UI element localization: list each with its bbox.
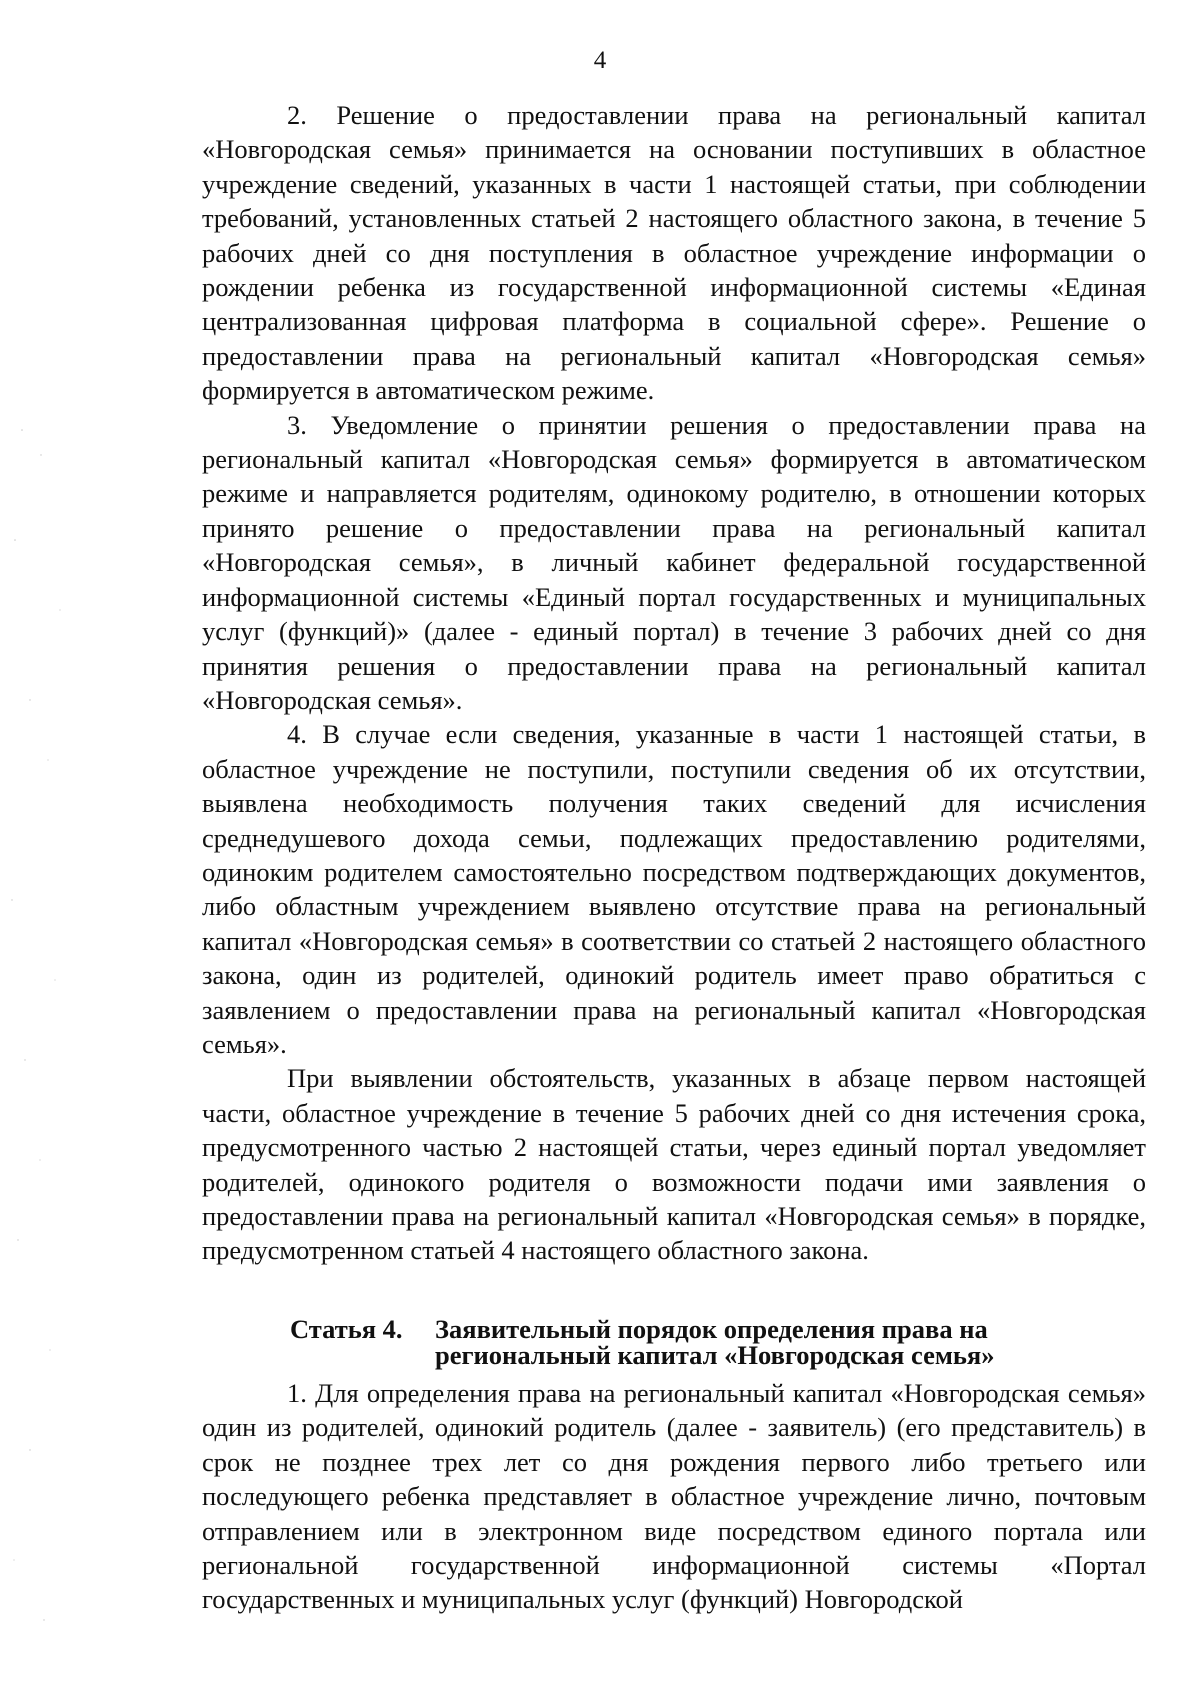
page-number: 4 (593, 47, 607, 74)
article-title (435, 1316, 1075, 1368)
article-title-line-1: Заявительный порядок определения права на (435, 1314, 988, 1344)
article-paragraph-1: 1. Для определения права на региональный капитал «Новгородская семья» один из родителей, одинокий родитель (далее - заявитель) (его представитель) в срок не позднее трех лет со дня рождения первого либо третьего или последующего ребенка представляет в областное учреждение лично, почтовым отправлением или в электронном виде посредством единого портала или региональной государственной информационной системы «Портал государственных и муниципальных услуг (функций) Новгородской (202, 1378, 1146, 1615)
paragraph-2: 2. Решение о предоставлении права на региональный капитал «Новгородская семья» принимается на основании поступивших в областное учреждение сведений, указанных в части 1 настоящей статьи, при соблюдении требований, установленных статьей 2 настоящего областного закона, в течение 5 рабочих дней со дня поступления в областное учреждение информации о рождении ребенка из государственной информационной системы «Единая централизованная цифровая платформа в социальной сфере». Решение о предоставлении права на региональный капитал «Новгородская семья» формируется в автоматическом режиме. (202, 100, 1146, 406)
article-title-line-2: региональный капитал «Новгородская семья» (435, 1340, 995, 1370)
paragraph-4-continuation: При выявлении обстоятельств, указанных в абзаце первом настоящей части, областное учреждение в течение 5 рабочих дней со дня истечения срока, предусмотренного частью 2 настоящей статьи, через единый портал уведомляет родителей, одинокого родителя о возможности подачи ими заявления о предоставлении права на региональный капитал «Новгородская семья» в порядке, предусмотренном статьей 4 настоящего областного закона. (202, 1063, 1146, 1266)
paragraph-3: 3. Уведомление о принятии решения о предоставлении права на региональный капитал «Новгородская семья» формируется в автоматическом режиме и направляется родителям, одинокому родителю, в отношении которых принято решение о предоставлении права на региональный капитал «Новгородская семья», в личный кабинет федеральной государственной информационной системы «Единый портал государственных и муниципальных услуг (функций)» (далее - единый портал) в течение 3 рабочих дней со дня принятия решения о предоставлении права на региональный капитал «Новгородская семья». (202, 409, 1146, 715)
article-label: Статья 4. (290, 1314, 403, 1344)
scan-noise (0, 0, 160, 1697)
article-body (202, 1376, 1146, 1617)
paragraph-4: 4. В случае если сведения, указанные в части 1 настоящей статьи, в областное учреждение не поступили, поступили сведения об их отсутствии, выявлена необходимость получения таких сведений для исчисления среднедушевого дохода семьи, подлежащих предоставлению родителями, одиноким родителем самостоятельно посредством подтверждающих документов, либо областным учреждением выявлено отсутствие права на региональный капитал «Новгородская семья» в соответствии со статьей 2 настоящего областного закона, один из родителей, одинокий родитель имеет право обратиться с заявлением о предоставлении права на региональный капитал «Новгородская семья». (202, 719, 1146, 1059)
main-text (202, 98, 1146, 1268)
article-heading (290, 1316, 1110, 1368)
